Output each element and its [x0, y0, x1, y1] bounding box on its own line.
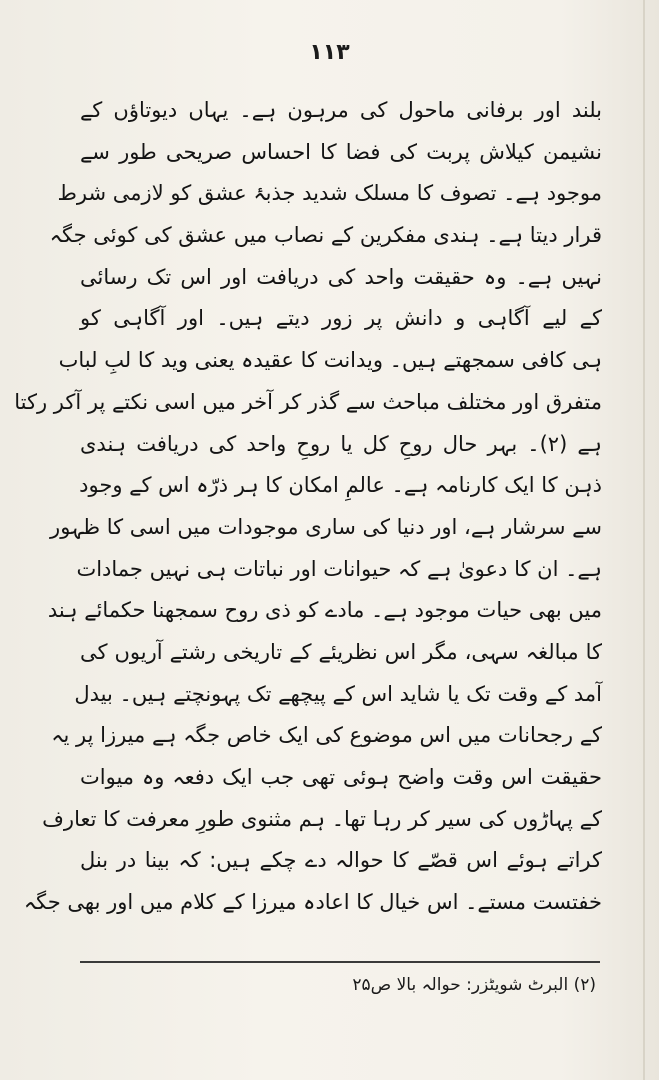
- text-line: میں بھی حیات موجود ہے۔ مادے کو ذی روح سمجھنا حکمائے ہند: [47, 598, 602, 623]
- text-line: بلند اور برفانی ماحول کی مرہون ہے۔ یہاں دیوتاؤں کے: [80, 98, 602, 122]
- text-line: کے لیے آگاہی و دانش پر زور دیتے ہیں۔ اور آگاہی کو: [80, 306, 602, 331]
- page-edge-shadow: [643, 0, 645, 1080]
- text-line: متفرق اور مختلف مباحث سے گذر کر آخر میں اسی نکتے پر آکر رکتا: [14, 389, 602, 414]
- text-line: کے رجحانات میں اس موضوع کی ایک خاص جگہ ہے میرزا پر یہ: [51, 723, 602, 748]
- text-line: نہیں ہے۔ وہ حقیقت واحد کی دریافت اور اس تک رسائی: [80, 264, 602, 289]
- text-line: ذہن کا ایک کارنامہ ہے۔ عالمِ امکان کا ہر ذرّہ اس کے وجود: [79, 473, 602, 498]
- text-line: ہی کافی سمجھتے ہیں۔ ویدانت کا عقیدہ یعنی وید کا لبِ لباب: [58, 348, 602, 373]
- text-line: خفتست مستے۔ اس خیال کا اعادہ میرزا کے کلام میں اور بھی جگہ: [23, 890, 602, 915]
- text-line: کراتے ہوئے اس قصّے کا حوالہ دے چکے ہیں: کہ بینا در بنل: [80, 848, 602, 873]
- text-line: حقیقت اس وقت واضح ہوئی تھی جب ایک دفعہ وہ میوات: [80, 765, 602, 789]
- text-line: کا مبالغہ سہی، مگر اس نظریئے کے تاریخی رشتے آریوں کی: [80, 639, 602, 664]
- text-line: آمد کے وقت تک یا شاید اس کے پیچھے تک پہونچتے ہیں۔ بیدل: [74, 681, 602, 706]
- text-line: موجود ہے۔ تصوف کا مسلک شدید جذبۂ عشق کو لازمی شرط: [57, 181, 602, 206]
- text-line: ہے (۲)۔ بہر حال روحِ کل یا روحِ واحد کی دریافت ہندی: [80, 431, 602, 456]
- footnote: (۲) البرٹ شویٹزر: حوالہ بالا ص۲۵: [352, 975, 596, 995]
- text-line: کے پہاڑوں کی سیر کر رہا تھا۔ ہم مثنوی طورِ معرفت کا تعارف: [42, 806, 602, 831]
- text-line: ہے۔ ان کا دعویٰ ہے کہ حیوانات اور نباتات ہی نہیں جمادات: [76, 556, 602, 581]
- text-line: نشیمن کیلاش پربت کی فضا کا احساس صریحی طور سے: [80, 139, 602, 164]
- footnote-separator: [80, 961, 600, 963]
- text-line: قرار دیتا ہے۔ ہندی مفکرین کے نصاب میں عشق کی کوئی جگہ: [49, 223, 602, 248]
- text-line: سے سرشار ہے، اور دنیا کی ساری موجودات میں اسی کا ظہور: [50, 514, 602, 539]
- body-text: [14, 90, 602, 924]
- page-number: ١١٣: [309, 40, 350, 65]
